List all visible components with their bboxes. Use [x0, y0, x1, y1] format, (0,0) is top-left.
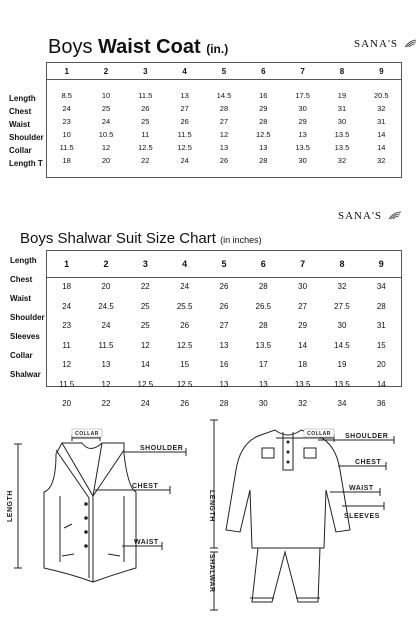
table-cell: 27: [219, 117, 229, 126]
table-cell: 13: [219, 379, 229, 389]
table-row: [47, 297, 401, 317]
table-cell: 26: [219, 282, 229, 292]
waist-coat-header-divider: [47, 79, 401, 80]
brand-name: SANA'S: [338, 210, 383, 222]
table-row: [47, 141, 401, 154]
table-cell: 8.5: [61, 91, 72, 100]
size-header-row: [47, 251, 401, 277]
table-cell: 24: [62, 301, 72, 311]
table-cell: 32: [337, 282, 347, 292]
table-cell: 13.5: [334, 379, 350, 389]
waist-coat-row-labels: [9, 92, 44, 170]
table-cell: 12.5: [138, 143, 153, 152]
table-cell: 27.5: [334, 301, 350, 311]
shalwar-suit-row-labels: [10, 251, 45, 384]
table-cell: 24.5: [98, 301, 114, 311]
table-cell: 20.5: [374, 91, 389, 100]
size-header: 2: [103, 259, 109, 269]
table-cell: 14.5: [334, 340, 350, 350]
table-row: [47, 128, 401, 141]
table-cell: 10.5: [98, 130, 114, 139]
size-header: 7: [300, 66, 305, 76]
table-cell: 12.5: [176, 379, 193, 389]
table-cell: 32: [377, 156, 386, 165]
waist-coat-title-bold: Waist Coat: [98, 36, 201, 58]
table-cell: 18: [62, 156, 71, 165]
size-header: 4: [182, 259, 188, 269]
table-row: [47, 115, 401, 128]
table-row: [47, 336, 401, 356]
table-cell: 26: [180, 117, 189, 126]
size-header: 8: [339, 66, 345, 76]
kurta-collar-label: COLLAR: [307, 431, 331, 437]
table-cell: 18: [62, 282, 72, 292]
kurta-length-label: LENGTH: [208, 490, 215, 522]
table-cell: 27: [298, 301, 308, 311]
measurement-diagrams: [0, 410, 416, 624]
kurta-waist-label: WAIST: [349, 485, 374, 492]
table-cell: 12.5: [137, 379, 154, 389]
size-header: 8: [339, 259, 345, 269]
kurta-buttons: [287, 441, 290, 464]
table-cell: 14.5: [216, 91, 232, 100]
table-row: [47, 277, 401, 297]
table-cell: 13: [219, 143, 229, 152]
table-cell: 11.5: [138, 91, 153, 100]
table-cell: 12.5: [256, 130, 271, 139]
waist-coat-title-unit: (in.): [206, 42, 229, 56]
table-cell: 11: [62, 340, 71, 350]
table-cell: 10: [101, 91, 111, 100]
row-label: Chest: [10, 275, 33, 284]
table-cell: 30: [298, 156, 307, 165]
table-cell: 13: [298, 130, 307, 139]
size-header-row: [47, 63, 401, 79]
table-cell: 17.5: [295, 91, 310, 100]
table-cell: 23: [62, 321, 72, 331]
table-cell: 15: [376, 340, 386, 350]
row-label: Length: [10, 256, 37, 265]
table-cell: 14: [376, 379, 386, 389]
shalwar-suit-title-text: Boys Shalwar Suit Size Chart: [20, 230, 216, 247]
table-row: [47, 102, 401, 115]
kurta-shalwar-label: SHALWAR: [208, 554, 215, 593]
table-cell: 34: [337, 399, 347, 409]
table-cell: 24: [101, 117, 111, 126]
table-cell: 16: [219, 360, 229, 370]
table-cell: 20: [101, 282, 111, 292]
size-header: 1: [64, 259, 70, 269]
table-cell: 14: [298, 340, 308, 350]
kurta-sleeves-label: SLEEVES: [344, 513, 380, 520]
size-header: 3: [142, 259, 148, 269]
table-cell: 25.5: [176, 301, 193, 311]
table-row: [47, 316, 401, 336]
table-cell: 36: [376, 399, 386, 409]
vest-buttons: [84, 502, 88, 548]
table-cell: 18: [298, 360, 308, 370]
row-label: Length T: [9, 159, 43, 168]
vest-shoulder-label: SHOULDER: [140, 445, 184, 452]
table-cell: 13: [258, 379, 268, 389]
table-cell: 29: [298, 321, 308, 331]
row-label: Shoulder: [10, 313, 45, 322]
table-cell: 14: [377, 130, 386, 139]
table-cell: 26: [219, 156, 229, 165]
table-cell: 12.5: [176, 340, 193, 350]
shalwar-suit-header-divider: [47, 277, 401, 278]
table-cell: 13.5: [334, 143, 350, 152]
table-cell: 25: [140, 301, 150, 311]
table-cell: 13: [259, 143, 268, 152]
shalwar-suit-title-unit: (in inches): [220, 235, 262, 245]
table-cell: 34: [376, 282, 386, 292]
table-cell: 11.5: [98, 340, 114, 350]
table-cell: 30: [337, 321, 347, 331]
table-cell: 24: [180, 156, 189, 165]
table-cell: 13.5: [295, 143, 310, 152]
table-cell: 26: [180, 399, 190, 409]
table-cell: 19: [337, 360, 347, 370]
table-cell: 28: [259, 117, 268, 126]
shalwar-suit-table: [47, 251, 401, 414]
wing-icon: [388, 211, 402, 221]
table-cell: 20: [376, 360, 386, 370]
vest-illustration: [44, 443, 136, 582]
table-cell: 29: [298, 117, 307, 126]
table-cell: 12: [62, 360, 72, 370]
table-cell: 28: [219, 399, 229, 409]
table-cell: 30: [258, 399, 268, 409]
size-header: 7: [300, 259, 306, 269]
table-cell: 25: [141, 117, 150, 126]
size-header: 6: [260, 259, 266, 269]
table-cell: 20: [62, 399, 72, 409]
table-cell: 31: [377, 117, 386, 126]
table-cell: 28: [258, 282, 268, 292]
table-cell: 13.5: [255, 340, 272, 350]
size-header: 9: [378, 259, 384, 269]
table-cell: 32: [377, 104, 386, 113]
table-cell: 24: [62, 104, 71, 113]
size-header: 3: [143, 66, 148, 76]
table-cell: 12: [101, 143, 111, 152]
vest-chest-label: CHEST: [132, 483, 159, 490]
table-cell: 22: [101, 399, 111, 409]
table-cell: 12: [140, 340, 150, 350]
table-cell: 29: [259, 104, 268, 113]
table-row: [47, 154, 401, 167]
row-label: Collar: [9, 146, 32, 155]
brand-name: SANA'S: [354, 38, 399, 50]
table-cell: 22: [140, 282, 150, 292]
vest-collar-label: COLLAR: [75, 431, 99, 437]
kurta-chest-label: CHEST: [355, 459, 382, 466]
row-label: Sleeves: [10, 332, 40, 341]
table-cell: 25: [101, 104, 111, 113]
row-label: Waist: [9, 120, 31, 129]
row-label: Shoulder: [9, 133, 44, 142]
table-cell: 14: [377, 143, 386, 152]
table-cell: 28: [258, 321, 268, 331]
brand-logo-bottom: [338, 210, 402, 222]
table-cell: 11.5: [59, 379, 75, 389]
vest-length-label: LENGTH: [7, 490, 14, 522]
table-cell: 20: [101, 156, 111, 165]
row-label: Length: [9, 94, 36, 103]
table-cell: 16: [259, 91, 268, 100]
row-label: Waist: [10, 294, 32, 303]
table-row: [47, 355, 401, 375]
table-cell: 28: [376, 301, 386, 311]
size-header: 6: [261, 66, 266, 76]
spacer-row: [47, 79, 401, 89]
row-label: Collar: [10, 351, 33, 360]
table-cell: 11.5: [177, 130, 192, 139]
table-cell: 30: [298, 282, 308, 292]
table-cell: 32: [337, 156, 347, 165]
table-cell: 13.5: [334, 130, 350, 139]
table-row: [47, 375, 401, 395]
waist-coat-table-frame: [46, 62, 402, 178]
table-cell: 11.5: [59, 143, 74, 152]
table-cell: 14: [140, 360, 150, 370]
table-cell: 17: [258, 360, 268, 370]
table-cell: 32: [298, 399, 308, 409]
row-label: Chest: [9, 107, 32, 116]
table-cell: 27: [180, 104, 189, 113]
size-header: 1: [64, 66, 69, 76]
table-cell: 13: [180, 91, 189, 100]
table-cell: 24: [101, 321, 111, 331]
table-cell: 26: [180, 321, 190, 331]
size-header: 2: [103, 66, 109, 76]
table-cell: 25: [140, 321, 150, 331]
row-label: Shalwar: [10, 370, 41, 379]
table-cell: 13: [101, 360, 111, 370]
shalwar-suit-table-frame: [46, 250, 402, 409]
brand-logo-top: [354, 38, 416, 50]
size-header: 5: [221, 259, 227, 269]
table-cell: 31: [337, 104, 347, 113]
table-cell: 26.5: [255, 301, 272, 311]
spacer-cell: [47, 79, 401, 89]
shalwar-suit-title: [20, 230, 262, 247]
table-cell: 31: [376, 321, 386, 331]
wing-icon: [404, 39, 416, 49]
table-cell: 24: [140, 399, 150, 409]
kurta-shoulder-label: SHOULDER: [345, 433, 389, 440]
table-cell: 11: [141, 130, 150, 139]
kurta-illustration: [226, 430, 350, 602]
table-cell: 24: [180, 282, 190, 292]
size-header: 9: [379, 66, 384, 76]
table-cell: 28: [219, 104, 229, 113]
table-row: [47, 89, 401, 102]
size-header: 5: [221, 66, 227, 76]
table-cell: 30: [298, 104, 307, 113]
table-cell: 30: [337, 117, 347, 126]
table-cell: 10: [62, 130, 71, 139]
waist-coat-title: [48, 36, 228, 59]
table-cell: 12: [101, 379, 111, 389]
table-cell: 12.5: [177, 143, 192, 152]
table-cell: 23: [62, 117, 71, 126]
table-cell: 15: [180, 360, 190, 370]
table-cell: 26: [219, 301, 229, 311]
table-cell: 27: [219, 321, 229, 331]
vest-waist-label: WAIST: [134, 539, 159, 546]
table-cell: 28: [259, 156, 268, 165]
table-cell: 22: [141, 156, 150, 165]
table-cell: 26: [141, 104, 150, 113]
table-cell: 13: [219, 340, 229, 350]
waist-coat-title-prefix: Boys: [48, 36, 99, 58]
table-cell: 12: [219, 130, 229, 139]
size-header: 4: [182, 66, 187, 76]
table-cell: 19: [337, 91, 347, 100]
table-cell: 13.5: [294, 379, 311, 389]
